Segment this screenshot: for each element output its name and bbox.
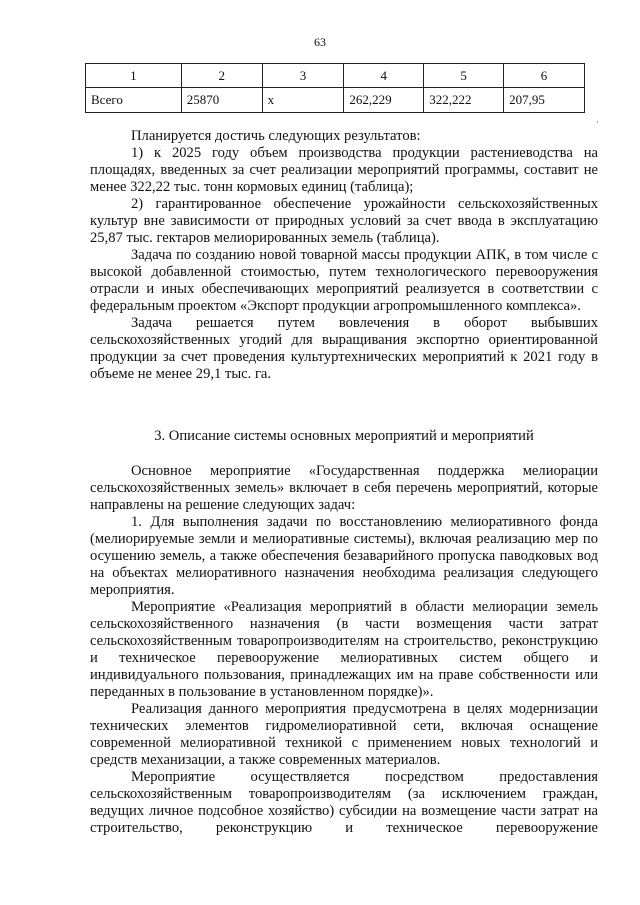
paragraph: Реализация данного мероприятия предусмотрена в целях модернизации технических элементов гидромелиоративной сети, включая оснащение современной мелиоративной техникой с применением новых технологий и средств механизации, а также современных материалов. [90,701,598,768]
table-header-cell: 6 [504,64,585,88]
scan-speck: · [596,117,599,127]
table-header-cell: 2 [181,64,262,88]
paragraph: Мероприятие «Реализация мероприятий в области мелиорации земель сельскохозяйственного назначения (в части возмещения части затрат сельскохозяйственным товаропроизводителям на строительство, реконструкцию и техническое перевооружение мелиоративных систем общего и индивидуального пользования, принадлежащих им на праве собственности или переданных в пользование в установленном порядке)». [90,599,598,700]
table-row [86,88,585,113]
table-header-cell: 1 [86,64,182,88]
table-cell: Всего [86,88,182,113]
paragraph: Мероприятие осуществляется посредством предоставления сельскохозяйственным товаропроизводителям (за исключением граждан, ведущих личное подсобное хозяйство) субсидии на возмещение части затрат на строительство, реконструкцию и техническое перевооружение [90,769,598,836]
table-header-cell: 3 [262,64,344,88]
table-cell: 262,229 [344,88,424,113]
table-cell: 322,222 [424,88,504,113]
paragraph: 2) гарантированное обеспечение урожайности сельскохозяйственных культур вне зависимости от природных условий за счет ввода в эксплуатацию 25,87 тыс. гектаров мелиорированных земель (таблица). [90,196,598,246]
section-heading: 3. Описание системы основных мероприятий и мероприятий [154,428,534,444]
page-number: 63 [314,35,326,49]
paragraph: Основное мероприятие «Государственная поддержка мелиорации сельскохозяйственных земель» включает в себя перечень мероприятий, которые направлены на решение следующих задач: [90,463,598,513]
paragraph: 1) к 2025 году объем производства продукции растениеводства на площадях, введенных за счет реализации мероприятий программы, составит не менее 322,22 тыс. тонн кормовых единиц (таблица); [90,145,598,195]
paragraph: 1. Для выполнения задачи по восстановлению мелиоративного фонда (мелиорируемые земли и мелиоративные системы), включая реализацию мер по осушению земель, а также обеспечения безаварийного пропуска паводковых вод на объектах мелиоративного назначения необходима реализация следующего мероприятия. [90,514,598,598]
body-text-bottom [90,463,598,837]
table-cell: 25870 [181,88,262,113]
paragraph: Планируется достичь следующих результатов: [131,128,421,144]
table-header-cell: 5 [424,64,504,88]
body-text-top [90,128,598,383]
summary-table [85,63,585,113]
paragraph: Задача по созданию новой товарной массы продукции АПК, в том числе с высокой добавленной стоимостью, путем технологического перевооружения отрасли и иных обеспечивающих мероприятий реализуется в соответствии с федеральным проектом «Экспорт продукции агропромышленного комплекса». [90,247,598,314]
table-header-row [86,64,585,88]
table-cell: 207,95 [504,88,585,113]
table-header-cell: 4 [344,64,424,88]
paragraph: Задача решается путем вовлечения в оборот выбывших сельскохозяйственных угодий для выращивания экспортно ориентированной продукции за счет проведения культуртехнических мероприятий к 2021 году в объеме не менее 29,1 тыс. га. [90,315,598,382]
table-cell: х [262,88,344,113]
